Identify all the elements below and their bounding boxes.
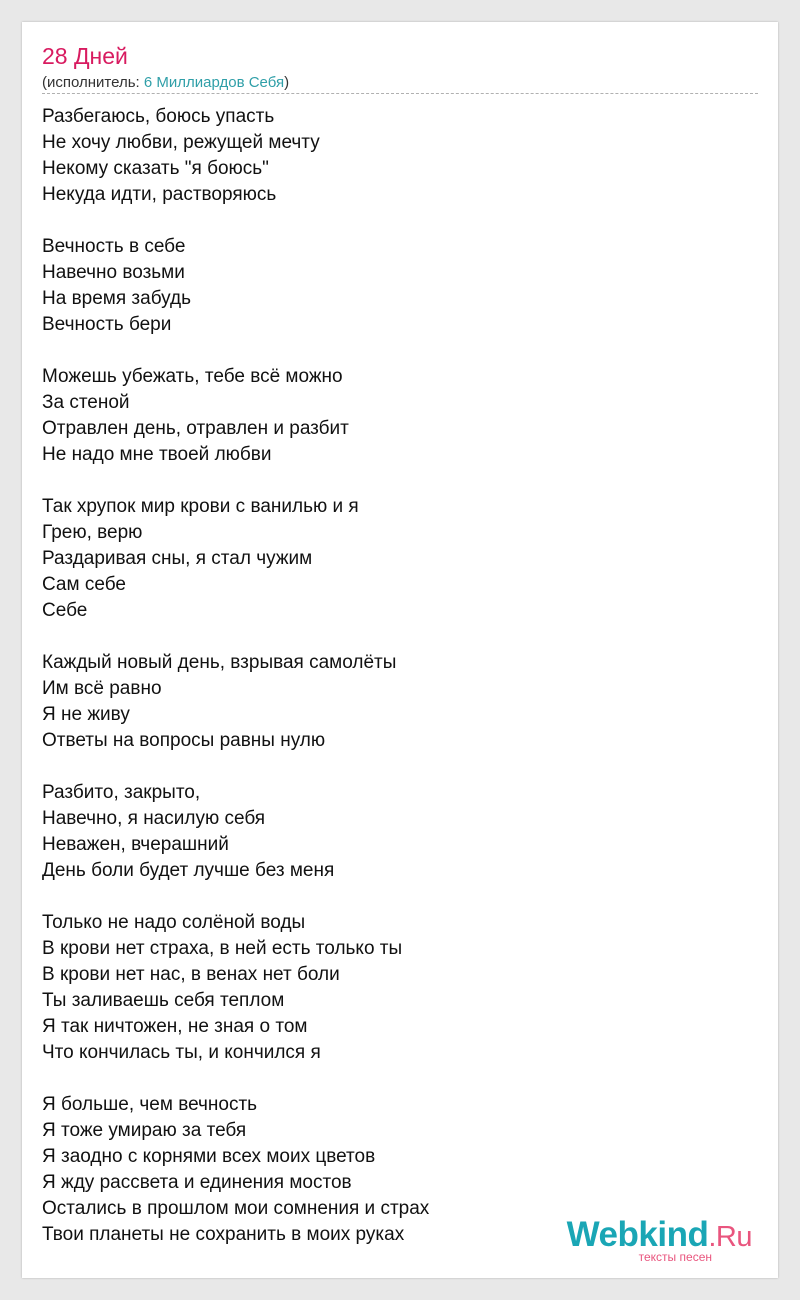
stanza [42, 1092, 429, 1248]
lyric-line: Разбито, закрыто, [42, 782, 201, 803]
lyric-line: Неважен, вчерашний [42, 834, 229, 855]
logo-main-text: Webkind [566, 1215, 709, 1254]
stanza [42, 494, 429, 624]
artist-link[interactable]: 6 Миллиардов Себя [143, 74, 285, 91]
lyric-line: Грею, верю [42, 522, 143, 543]
lyric-line: Им всё равно [42, 678, 162, 699]
site-logo[interactable] [566, 1215, 752, 1264]
stanza [42, 650, 429, 754]
lyric-line: Навечно, я насилую себя [42, 808, 266, 829]
lyric-line: Сам себе [42, 574, 126, 595]
lyric-line: Раздаривая сны, я стал чужим [42, 548, 313, 569]
lyric-line: Можешь убежать, тебе всё можно [42, 366, 343, 387]
lyric-line: На время забудь [42, 288, 192, 309]
stanza [42, 364, 429, 468]
lyric-line: За стеной [42, 392, 130, 413]
song-title: 28 Дней [42, 43, 128, 69]
lyric-line: Себе [42, 600, 88, 621]
lyric-line: Только не надо солёной воды [42, 912, 306, 933]
lyric-line: Что кончилась ты, и кончился я [42, 1042, 321, 1063]
lyric-line: Вечность в себе [42, 236, 186, 257]
lyric-line: Твои планеты не сохранить в моих руках [42, 1224, 405, 1245]
lyric-line: Ты заливаешь себя теплом [42, 990, 285, 1011]
lyric-line: Я так ничтожен, не зная о том [42, 1016, 308, 1037]
artist-prefix: (исполнитель: [42, 74, 144, 91]
lyric-line: Разбегаюсь, боюсь упасть [42, 106, 275, 127]
lyric-line: Некому сказать "я боюсь" [42, 158, 269, 179]
stanza [42, 780, 429, 884]
lyric-line: Не надо мне твоей любви [42, 444, 272, 465]
artist-suffix: ) [284, 74, 290, 91]
stanza [42, 104, 429, 208]
stanza [42, 234, 429, 338]
lyric-line: Отравлен день, отравлен и разбит [42, 418, 349, 439]
lyrics-card [22, 22, 778, 1278]
logo-tagline: тексты песен [638, 1250, 712, 1264]
divider [42, 93, 758, 94]
lyrics-body [42, 104, 429, 1274]
lyric-line: Я заодно с корнями всех моих цветов [42, 1146, 376, 1167]
lyric-line: Не хочу любви, режущей мечту [42, 132, 320, 153]
artist-line [42, 74, 289, 92]
logo-wordmark [566, 1215, 752, 1254]
lyric-line: Каждый новый день, взрывая самолёты [42, 652, 397, 673]
lyric-line: В крови нет нас, в венах нет боли [42, 964, 340, 985]
lyric-line: Ответы на вопросы равны нулю [42, 730, 326, 751]
logo-suffix: .Ru [708, 1221, 752, 1253]
lyric-line: Я не живу [42, 704, 130, 725]
lyric-line: Я больше, чем вечность [42, 1094, 258, 1115]
lyric-line: Так хрупок мир крови с ванилью и я [42, 496, 359, 517]
lyric-line: В крови нет страха, в ней есть только ты [42, 938, 403, 959]
lyric-line: Остались в прошлом мои сомнения и страх [42, 1198, 430, 1219]
stanza [42, 910, 429, 1066]
lyric-line: Навечно возьми [42, 262, 185, 283]
lyric-line: День боли будет лучше без меня [42, 860, 335, 881]
lyric-line: Я жду рассвета и единения мостов [42, 1172, 352, 1193]
lyric-line: Я тоже умираю за тебя [42, 1120, 247, 1141]
lyric-line: Некуда идти, растворяюсь [42, 184, 277, 205]
lyric-line: Вечность бери [42, 314, 172, 335]
